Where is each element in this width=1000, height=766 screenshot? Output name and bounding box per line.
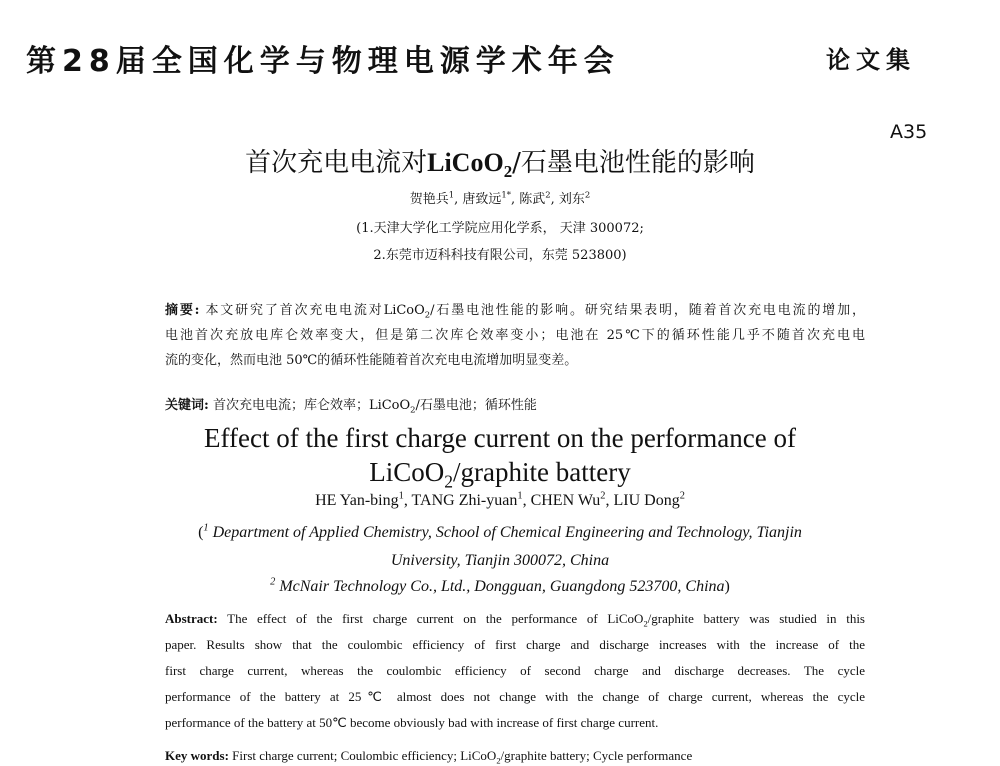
cn-title-part-a: 首次充电电流对 — [245, 148, 428, 178]
en-title-line-1: Effect of the first charge current on the performance of — [204, 423, 796, 453]
en-title-line-2: LiCoO$_2$/graphite battery — [369, 457, 631, 492]
en-author: LIU Dong$^2$ — [613, 490, 685, 509]
conference-title: 第28届全国化学与物理电源学术年会 — [26, 44, 620, 79]
en-affiliation-1: ($^1$ Department of Applied Chemistry, School of Chemical Engineering and Technology, Tianjin — [198, 522, 802, 541]
en-author: HE Yan-bing$^1$ — [315, 490, 404, 509]
proceedings-label: 论文集 — [826, 46, 916, 74]
en-abstract — [165, 606, 865, 736]
en-keywords-label: Key words: — [165, 748, 229, 763]
en-abstract-line: performance of the battery at 50℃ become obviously bad with increase of first charge current. — [165, 715, 659, 730]
cn-abstract-line: 电池首次充放电库仑效率变大，但是第二次库仑效率变小；电池在 25℃下的循环性能几乎不随首次充电电 — [165, 328, 865, 343]
cn-paper-title — [0, 142, 1000, 182]
en-keywords: Key words: First charge current; Coulombic efficiency; LiCoO$_2$/graphite battery; Cycle performance — [165, 748, 693, 766]
en-abstract-line: paper. Results show that the coulombic efficiency of first charge and discharge increases with the increase of the — [165, 637, 865, 652]
cn-authors: 贺艳兵$^1$, 唐致远$^{1*}$, 陈武$^2$, 刘东$^2$ — [409, 189, 591, 207]
en-authors: HE Yan-bing$^1$, TANG Zhi-yuan$^1$, CHEN Wu$^2$, LIU Dong$^2$ — [315, 490, 685, 509]
cn-keywords: 关键词: 首次充电电流；库仑效率；LiCoO$_2$/石墨电池；循环性能 — [165, 398, 537, 415]
cn-abstract-line: 流的变化，然而电池 50℃的循环性能随着首次充电电流增加明显变差。 — [165, 353, 578, 368]
cn-author: 贺艳兵$^1$ — [409, 189, 455, 207]
cn-title-formula: LiCoO$_2$ — [427, 148, 513, 182]
en-abstract-line: first charge current, whereas the coulombic efficiency of second charge and discharge decreases. The cycle — [165, 663, 865, 678]
en-author: CHEN Wu$^2$ — [530, 490, 606, 509]
cn-title-part-c: /石墨电池性能的影响 — [512, 148, 755, 178]
en-affiliation-3: $^2$ McNair Technology Co., Ltd., Dongguan, Guangdong 523700, China) — [270, 576, 730, 595]
cn-affiliation-1: (1.天津大学化工学院应用化学系， 天津 300072; — [356, 221, 644, 236]
cn-affiliation-2: 2.东莞市迈科科技有限公司，东莞 523800) — [373, 248, 627, 263]
en-author: TANG Zhi-yuan$^1$ — [411, 490, 523, 509]
en-abstract-label: Abstract: — [165, 611, 218, 626]
cn-author: 唐致远$^{1*}$ — [462, 189, 511, 207]
cn-author: 刘东$^2$ — [558, 189, 591, 207]
en-abstract-line: Abstract: The effect of the first charge current on the performance of LiCoO$_2$/graphite battery was studied in this — [165, 611, 865, 629]
cn-abstract-label: 摘要: — [165, 303, 200, 318]
paper-code: A35 — [890, 121, 928, 143]
en-abstract-line: performance of the battery at 25℃ almost does not change with the change of charge current, whereas the cycle — [165, 689, 865, 704]
en-affiliation-2: University, Tianjin 300072, China — [390, 552, 610, 569]
cn-author: 陈武$^2$ — [519, 189, 551, 207]
cn-abstract-line: 摘要: 本文研究了首次充电电流对LiCoO$_2$/石墨电池性能的影响。研究结果表明，随着首次充电电流的增加， — [165, 303, 865, 320]
cn-keywords-label: 关键词: — [165, 398, 209, 413]
cn-abstract — [165, 298, 865, 373]
